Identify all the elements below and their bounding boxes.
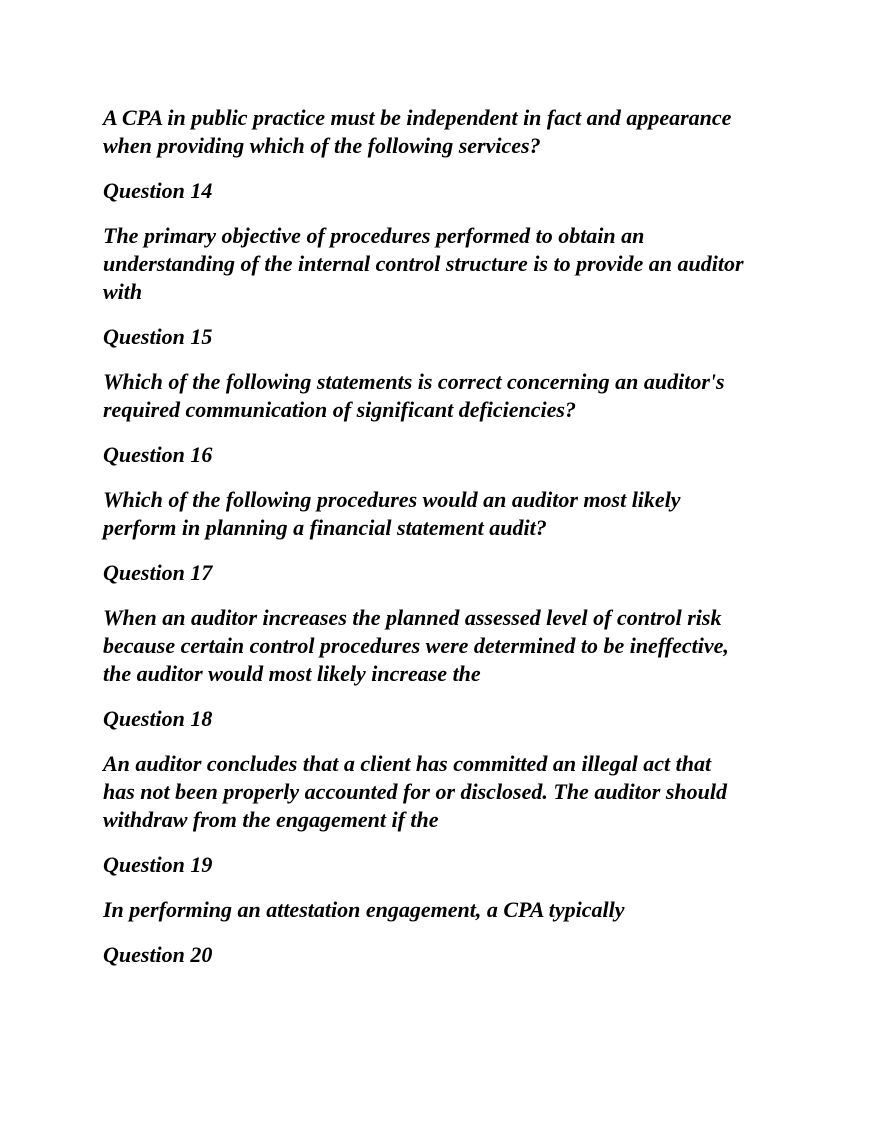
text-line: because certain control procedures were determined to be ineffective, bbox=[103, 633, 729, 658]
text-line: Which of the following procedures would an auditor most likely bbox=[103, 487, 681, 512]
text-line: Question 17 bbox=[103, 560, 213, 585]
text-line: Question 20 bbox=[103, 942, 213, 967]
question-text bbox=[103, 750, 789, 834]
text-line: has not been properly accounted for or disclosed. The auditor should bbox=[103, 779, 727, 804]
text-line: Question 14 bbox=[103, 178, 213, 203]
question-text bbox=[103, 368, 789, 424]
question-heading bbox=[103, 851, 789, 879]
text-line: perform in planning a financial statement audit? bbox=[103, 515, 547, 540]
text-line: In performing an attestation engagement, a CPA typically bbox=[103, 897, 625, 922]
question-text bbox=[103, 222, 789, 306]
question-heading bbox=[103, 441, 789, 469]
text-line: Question 19 bbox=[103, 852, 213, 877]
question-heading bbox=[103, 177, 789, 205]
text-line: understanding of the internal control structure is to provide an auditor bbox=[103, 251, 744, 276]
document-content bbox=[103, 104, 789, 969]
text-line: required communication of significant deficiencies? bbox=[103, 397, 576, 422]
question-text bbox=[103, 604, 789, 688]
text-line: Question 16 bbox=[103, 442, 213, 467]
text-line: Question 18 bbox=[103, 706, 213, 731]
text-line: with bbox=[103, 279, 143, 304]
text-line: An auditor concludes that a client has committed an illegal act that bbox=[103, 751, 712, 776]
question-text bbox=[103, 486, 789, 542]
question-text bbox=[103, 104, 789, 160]
question-heading bbox=[103, 323, 789, 351]
text-line: Question 15 bbox=[103, 324, 213, 349]
question-text bbox=[103, 896, 789, 924]
text-line: Which of the following statements is correct concerning an auditor's bbox=[103, 369, 725, 394]
text-line: When an auditor increases the planned assessed level of control risk bbox=[103, 605, 722, 630]
text-line: the auditor would most likely increase the bbox=[103, 661, 481, 686]
text-line: withdraw from the engagement if the bbox=[103, 807, 439, 832]
question-heading bbox=[103, 559, 789, 587]
question-heading bbox=[103, 705, 789, 733]
text-line: A CPA in public practice must be independent in fact and appearance bbox=[103, 105, 732, 130]
text-line: The primary objective of procedures performed to obtain an bbox=[103, 223, 645, 248]
question-heading bbox=[103, 941, 789, 969]
text-line: when providing which of the following services? bbox=[103, 133, 541, 158]
